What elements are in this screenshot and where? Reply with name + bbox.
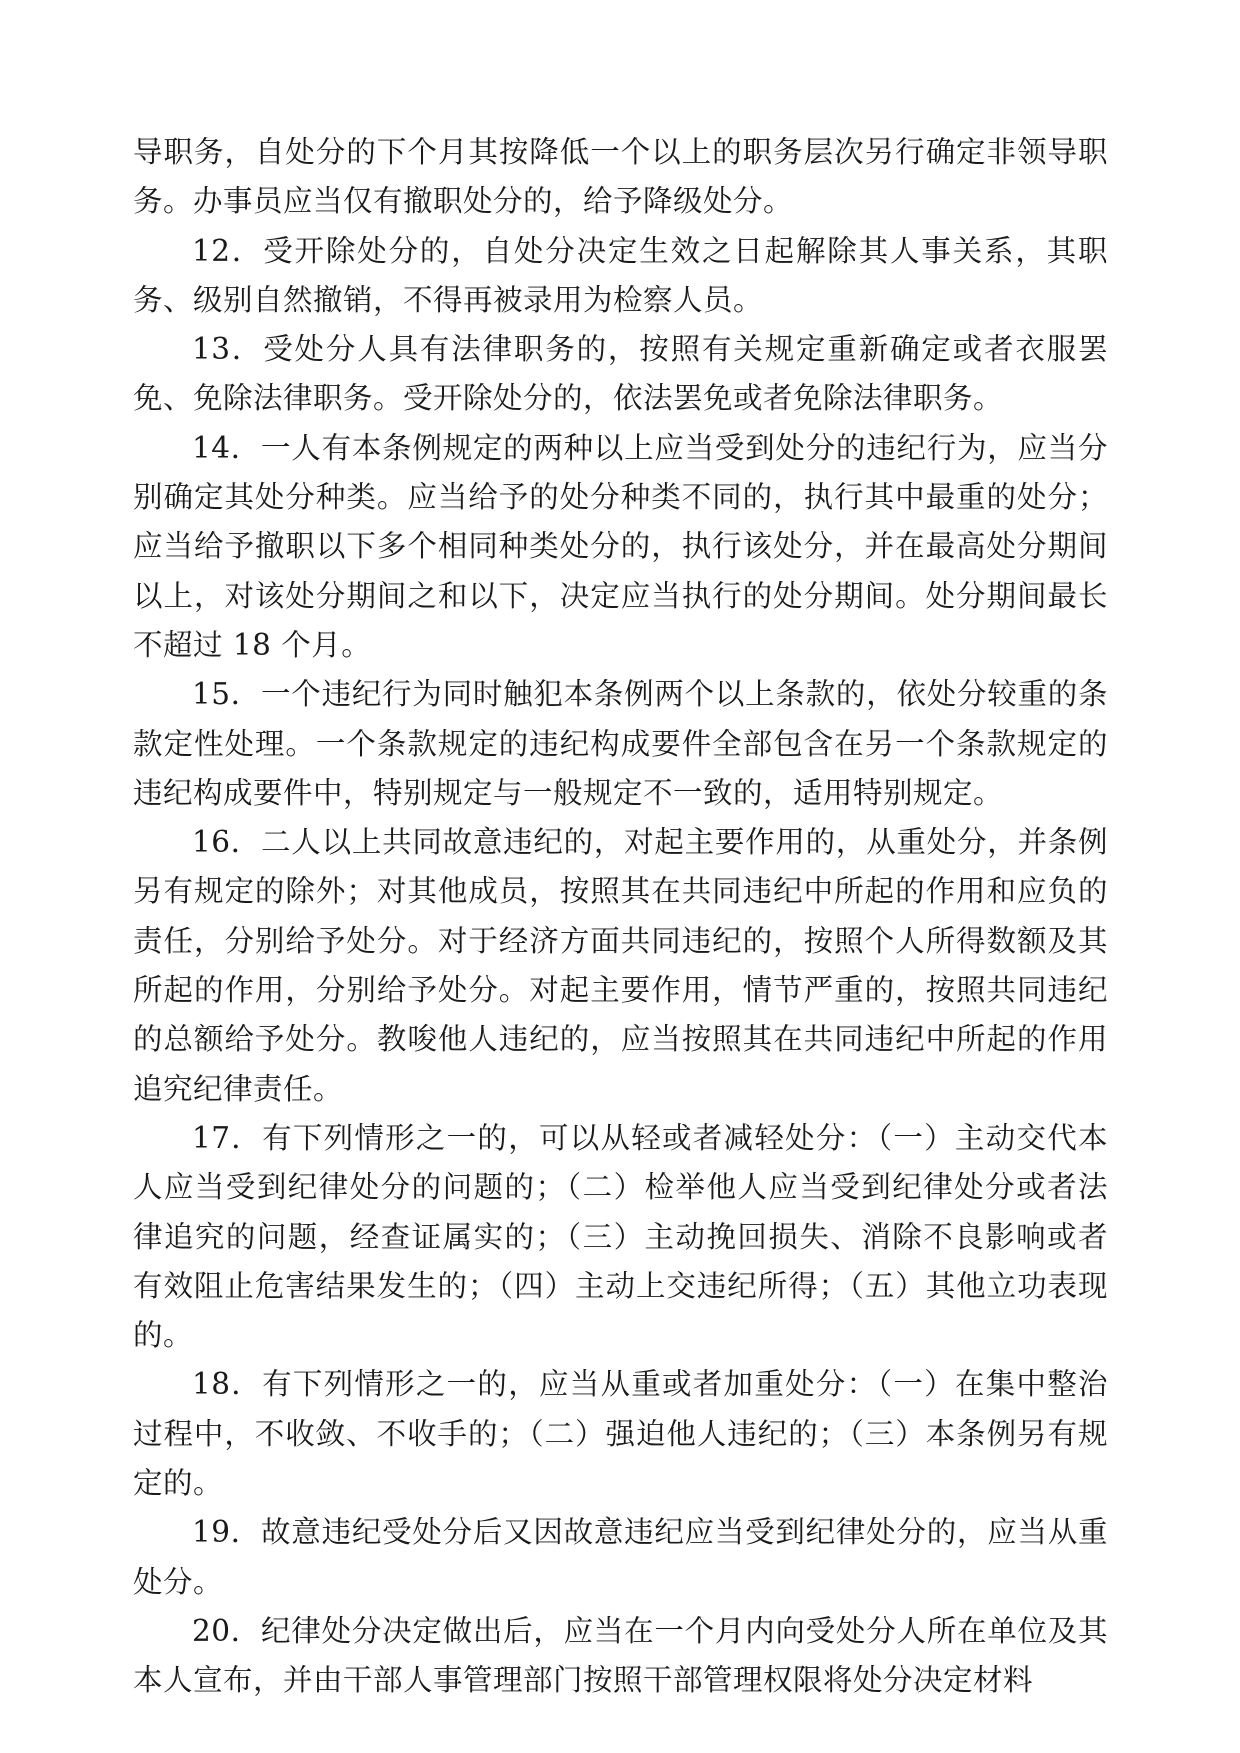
paragraph-item-13: 13．受处分人具有法律职务的，按照有关规定重新确定或者衣服罢免、免除法律职务。受开除处分的，依法罢免或者免除法律职务。 [133, 332, 1108, 416]
paragraph-item-17: 17．有下列情形之一的，可以从轻或者减轻处分：（一）主动交代本人应当受到纪律处分的问题的；（二）检举他人应当受到纪律处分或者法律追究的问题，经查证属实的；（三）主动挽回损失、消除不良影响或者有效阻止危害结果发生的；（四）主动上交违纪所得；（五）其他立功表现的。 [133, 1120, 1108, 1353]
paragraph-item-14: 14．一人有本条例规定的两种以上应当受到处分的违纪行为，应当分别确定其处分种类。应当给予的处分种类不同的，执行其中最重的处分；应当给予撤职以下多个相同种类处分的，执行该处分，并在最高处分期间以上，对该处分期间之和以下，决定应当执行的处分期间。处分期间最长不超过 18 个月。 [133, 430, 1108, 662]
paragraph-item-18: 18．有下列情形之一的，应当从重或者加重处分：（一）在集中整治过程中，不收敛、不收手的；（二）强迫他人违纪的；（三）本条例另有规定的。 [133, 1367, 1108, 1501]
paragraph-continuation: 导职务，自处分的下个月其按降低一个以上的职务层次另行确定非领导职务。办事员应当仅有撤职处分的，给予降级处分。 [133, 135, 1108, 219]
paragraph-item-12: 12．受开除处分的，自处分决定生效之日起解除其人事关系，其职务、级别自然撤销，不得再被录用为检察人员。 [133, 233, 1108, 317]
document-body [133, 128, 1108, 1706]
paragraph-item-20: 20．纪律处分决定做出后，应当在一个月内向受处分人所在单位及其本人宣布，并由干部人事管理部门按照干部管理权限将处分决定材料 [133, 1613, 1108, 1698]
paragraph-item-15: 15．一个违纪行为同时触犯本条例两个以上条款的，依处分较重的条款定性处理。一个条款规定的违纪构成要件全部包含在另一个条款规定的违纪构成要件中，特别规定与一般规定不一致的，适用特别规定。 [133, 677, 1108, 810]
paragraph-item-16: 16．二人以上共同故意违纪的，对起主要作用的，从重处分，并条例另有规定的除外；对其他成员，按照其在共同违纪中所起的作用和应负的责任，分别给予处分。对于经济方面共同违纪的，按照个人所得数额及其所起的作用，分别给予处分。对起主要作用，情节严重的，按照共同违纪的总额给予处分。教唆他人违纪的，应当按照其在共同违纪中所起的作用追究纪律责任。 [133, 825, 1108, 1106]
paragraph-item-19: 19．故意违纪受处分后又因故意违纪应当受到纪律处分的，应当从重处分。 [133, 1515, 1108, 1599]
